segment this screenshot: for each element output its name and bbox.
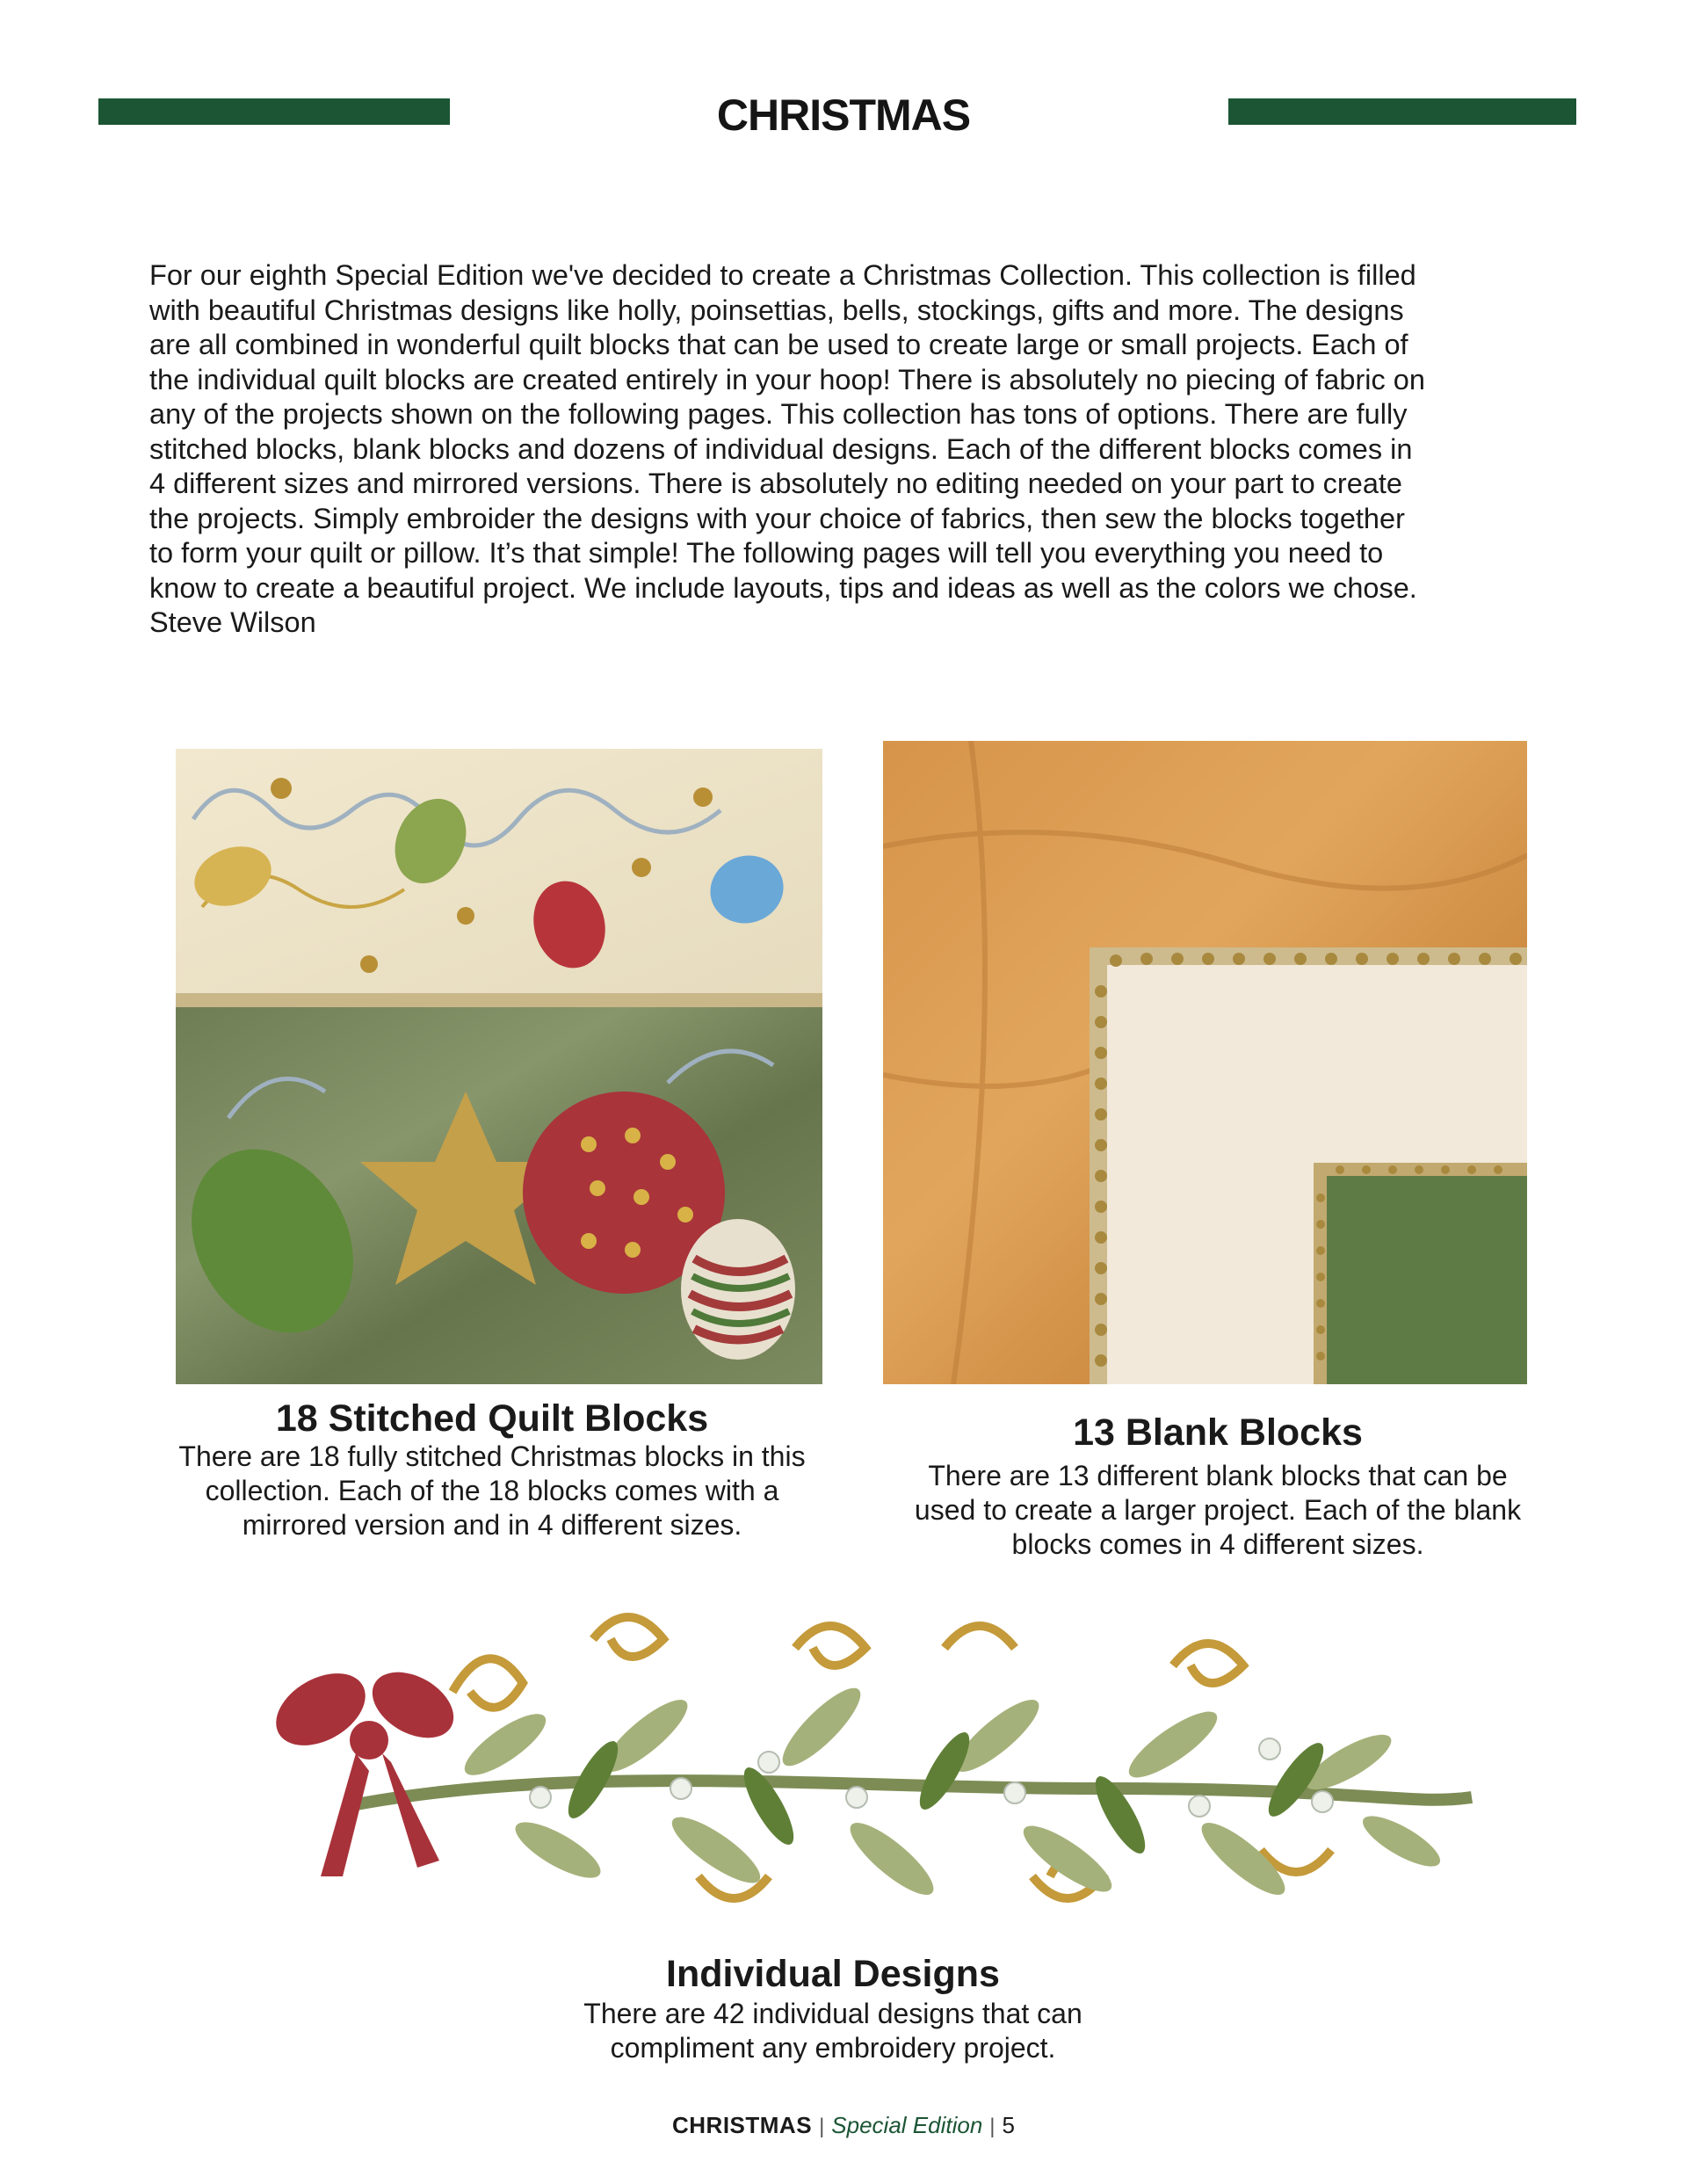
intro-line: stitched blocks, blank blocks and dozens of individual designs. Each of the different blocks comes in bbox=[149, 432, 1413, 465]
intro-line: 4 different sizes and mirrored versions. There is absolutely no editing needed on your part to create bbox=[149, 468, 1403, 499]
garland-design-photo bbox=[224, 1586, 1489, 1955]
individual-designs-description bbox=[481, 1997, 1184, 2065]
footer-brand: CHRISTMAS bbox=[672, 2112, 813, 2138]
description-line: blocks comes in 4 different sizes. bbox=[1011, 1528, 1424, 1560]
intro-line: with beautiful Christmas designs like holly, poinsettias, bells, stockings, gifts and more. The designs bbox=[149, 294, 1404, 326]
description-line: mirrored version and in 4 different sizes. bbox=[242, 1509, 742, 1541]
intro-line: the individual quilt blocks are created entirely in your hoop! There is absolutely no piecing of fabric on bbox=[149, 363, 1425, 395]
page-footer bbox=[0, 2111, 1687, 2141]
page-title: CHRISTMAS bbox=[716, 91, 971, 140]
intro-signature: Steve Wilson bbox=[149, 606, 316, 638]
page-number: 5 bbox=[1002, 2112, 1015, 2138]
intro-paragraph bbox=[149, 258, 1555, 641]
intro-line: are all combined in wonderful quilt blocks that can be used to create large or small projects. Each of bbox=[149, 329, 1408, 360]
intro-line: the projects. Simply embroider the designs with your choice of fabrics, then sew the blocks together bbox=[149, 502, 1405, 534]
intro-line: to form your quilt or pillow. It’s that simple! The following pages will tell you everything you need to bbox=[149, 537, 1384, 569]
blank-blocks-description bbox=[866, 1459, 1569, 1562]
footer-separator: | bbox=[989, 2115, 996, 2138]
stitched-block-photo bbox=[176, 749, 822, 1384]
blank-block-photo bbox=[883, 741, 1527, 1384]
footer-edition: Special Edition bbox=[831, 2112, 983, 2138]
description-line: compliment any embroidery project. bbox=[610, 2032, 1056, 2064]
intro-line: any of the projects shown on the following pages. This collection has tons of options. There are fully bbox=[149, 398, 1408, 430]
intro-line: For our eighth Special Edition we've decided to create a Christmas Collection. This collection is filled bbox=[149, 259, 1416, 291]
description-line: There are 13 different blank blocks that can be bbox=[928, 1460, 1508, 1491]
description-line: There are 42 individual designs that can bbox=[583, 1998, 1082, 2029]
description-line: collection. Each of the 18 blocks comes with a bbox=[205, 1475, 779, 1506]
blank-blocks-title: 13 Blank Blocks bbox=[1073, 1411, 1363, 1454]
stitched-blocks-title: 18 Stitched Quilt Blocks bbox=[275, 1397, 709, 1440]
intro-line: know to create a beautiful project. We include layouts, tips and ideas as well as the colors we chose. bbox=[149, 571, 1417, 604]
description-line: used to create a larger project. Each of the blank bbox=[914, 1494, 1522, 1526]
stitched-blocks-description bbox=[141, 1440, 844, 1542]
description-line: There are 18 fully stitched Christmas blocks in this bbox=[178, 1440, 806, 1472]
footer-separator: | bbox=[819, 2115, 825, 2138]
individual-designs-title: Individual Designs bbox=[666, 1953, 1000, 1995]
